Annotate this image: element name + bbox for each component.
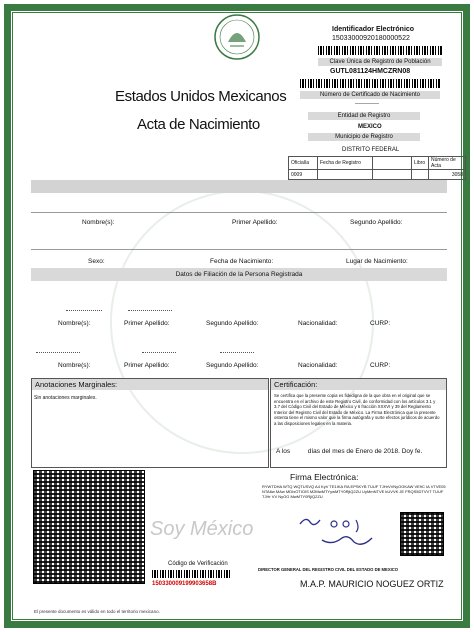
anotaciones-title: Anotaciones Marginales: <box>32 379 268 390</box>
registry-cell: 3058 <box>429 170 466 180</box>
municipio-label: Municipio de Registro <box>308 133 420 141</box>
clave-barcode <box>300 79 440 88</box>
redacted-name-bar <box>31 180 447 193</box>
certificacion-date <box>276 448 422 455</box>
distrito-value: DISTRITO FEDERAL <box>342 147 400 153</box>
certificacion-text: Se certifica que la presente copia es fidedigna de la que obra en el original que se encuentra en el archivo de este Registro Civil, de conformidad con los artículos 3.1 y 3.7 del Código Civil del Estado de México y 6 fracción XXXVI y 39 del Reglamento Interior del Registro Civil del Estado de México. La Firma Electrónica que la presente ostenta tiene el mismo valor que la firma autógrafa y surte efectos jurídicos de acuerdo a las disposiciones legales en la materia. <box>274 393 440 426</box>
registry-header-cell <box>373 157 412 170</box>
field-line <box>128 310 172 311</box>
national-seal-icon <box>208 12 266 62</box>
verification-qr-code <box>33 470 145 584</box>
registry-table <box>288 156 466 180</box>
codigo-barcode <box>152 570 230 578</box>
field-line <box>66 310 102 311</box>
registry-cell: 0009 <box>289 170 318 180</box>
firma-title: Firma Electrónica: <box>290 472 359 482</box>
madre-nombres-label: Nombre(s): <box>58 362 91 369</box>
registry-cell <box>318 170 373 180</box>
registry-cell <box>412 170 429 180</box>
field-line <box>142 352 176 353</box>
firma-qr-code <box>400 512 444 556</box>
fecha-nacimiento-label: Fecha de Nacimiento: <box>210 258 274 265</box>
director-title: DIRECTOR GENERAL DEL REGISTRO CIVIL DEL ESTADO DE MEXICO <box>258 567 399 572</box>
anotaciones-box <box>31 378 269 468</box>
signature-image <box>292 510 384 552</box>
bottom-note: El presente documento es válido en todo el territorio mexicano. <box>34 609 160 614</box>
numero-certificado-label: Número de Certificado de Nacimiento <box>300 91 440 99</box>
codigo-verificacion-value: 150330009199903658B <box>152 581 217 587</box>
registry-table-header <box>289 157 466 170</box>
field-line <box>36 352 80 353</box>
title-document: Acta de Nacimiento <box>137 116 260 133</box>
lugar-nacimiento-label: Lugar de Nacimiento: <box>346 258 408 265</box>
anotaciones-text: Sin anotaciones marginales. <box>34 395 97 401</box>
date-year: 2018 <box>383 448 399 455</box>
clave-value: GUTL081124HMCZRN08 <box>330 68 411 75</box>
primer-apellido-label: Primer Apellido: <box>232 219 278 226</box>
soy-mexico-logo: Soy México <box>150 518 254 540</box>
registry-header-cell: Libro <box>412 157 429 170</box>
firma-hash: RYWTDHA WTQ WQTUSVQ A4 KyV TE1IKA RA EPSKYB TUUF TJHrVVNyOGKAW VE9C IA VTVE05 NTA6w MAw MDIxOTIOIS M2MwMTYywMTY0RjiQ2ZU UyMmNTVE kUVVK JE FRQS5DTVVT TUUF TJHr VV NyOG MwMTY0RjiQ2ZU <box>262 484 446 499</box>
field-line <box>220 352 254 353</box>
identificador-value: 15033000920180000522 <box>332 35 410 42</box>
sexo-label: Sexo: <box>88 258 105 265</box>
filiacion-section-title: Datos de Filiación de la Persona Registrada <box>31 268 447 281</box>
divider <box>31 212 447 213</box>
madre-nacionalidad-label: Nacionalidad: <box>298 362 338 369</box>
madre-curp-label: CURP: <box>370 362 391 369</box>
entidad-value: MEXICO <box>358 124 382 130</box>
numero-certificado-value: ------------ <box>355 101 379 107</box>
date-text: días del mes de Enero de <box>307 448 382 455</box>
nombres-label: Nombre(s): <box>82 219 115 226</box>
registry-header-cell: Oficialía <box>289 157 318 170</box>
padre-nombres-label: Nombre(s): <box>58 320 91 327</box>
registry-header-cell: Número de Acta <box>429 157 466 170</box>
registry-cell <box>373 170 412 180</box>
padre-nacionalidad-label: Nacionalidad: <box>298 320 338 327</box>
date-prefix: A los <box>276 448 291 455</box>
clave-label: Clave Única de Registro de Población <box>318 58 442 66</box>
codigo-verificacion-label: Código de Verificación <box>168 561 228 567</box>
registry-table-row <box>289 170 466 180</box>
madre-primer-apellido-label: Primer Apellido: <box>124 362 170 369</box>
identificador-label: Identificador Electrónico <box>332 26 415 33</box>
certificacion-title: Certificación: <box>271 379 446 390</box>
entidad-label: Entidad de Registro <box>308 112 420 120</box>
identificador-barcode <box>318 46 442 55</box>
divider <box>31 249 447 250</box>
registry-header-cell: Fecha de Registro <box>318 157 373 170</box>
segundo-apellido-label: Segundo Apellido: <box>350 219 403 226</box>
director-name: M.A.P. MAURICIO NOGUEZ ORTIZ <box>300 579 444 589</box>
padre-curp-label: CURP: <box>370 320 391 327</box>
padre-primer-apellido-label: Primer Apellido: <box>124 320 170 327</box>
date-suffix: . Doy fe. <box>398 448 423 455</box>
madre-segundo-apellido-label: Segundo Apellido: <box>206 362 259 369</box>
title-country: Estados Unidos Mexicanos <box>115 88 287 105</box>
padre-segundo-apellido-label: Segundo Apellido: <box>206 320 259 327</box>
